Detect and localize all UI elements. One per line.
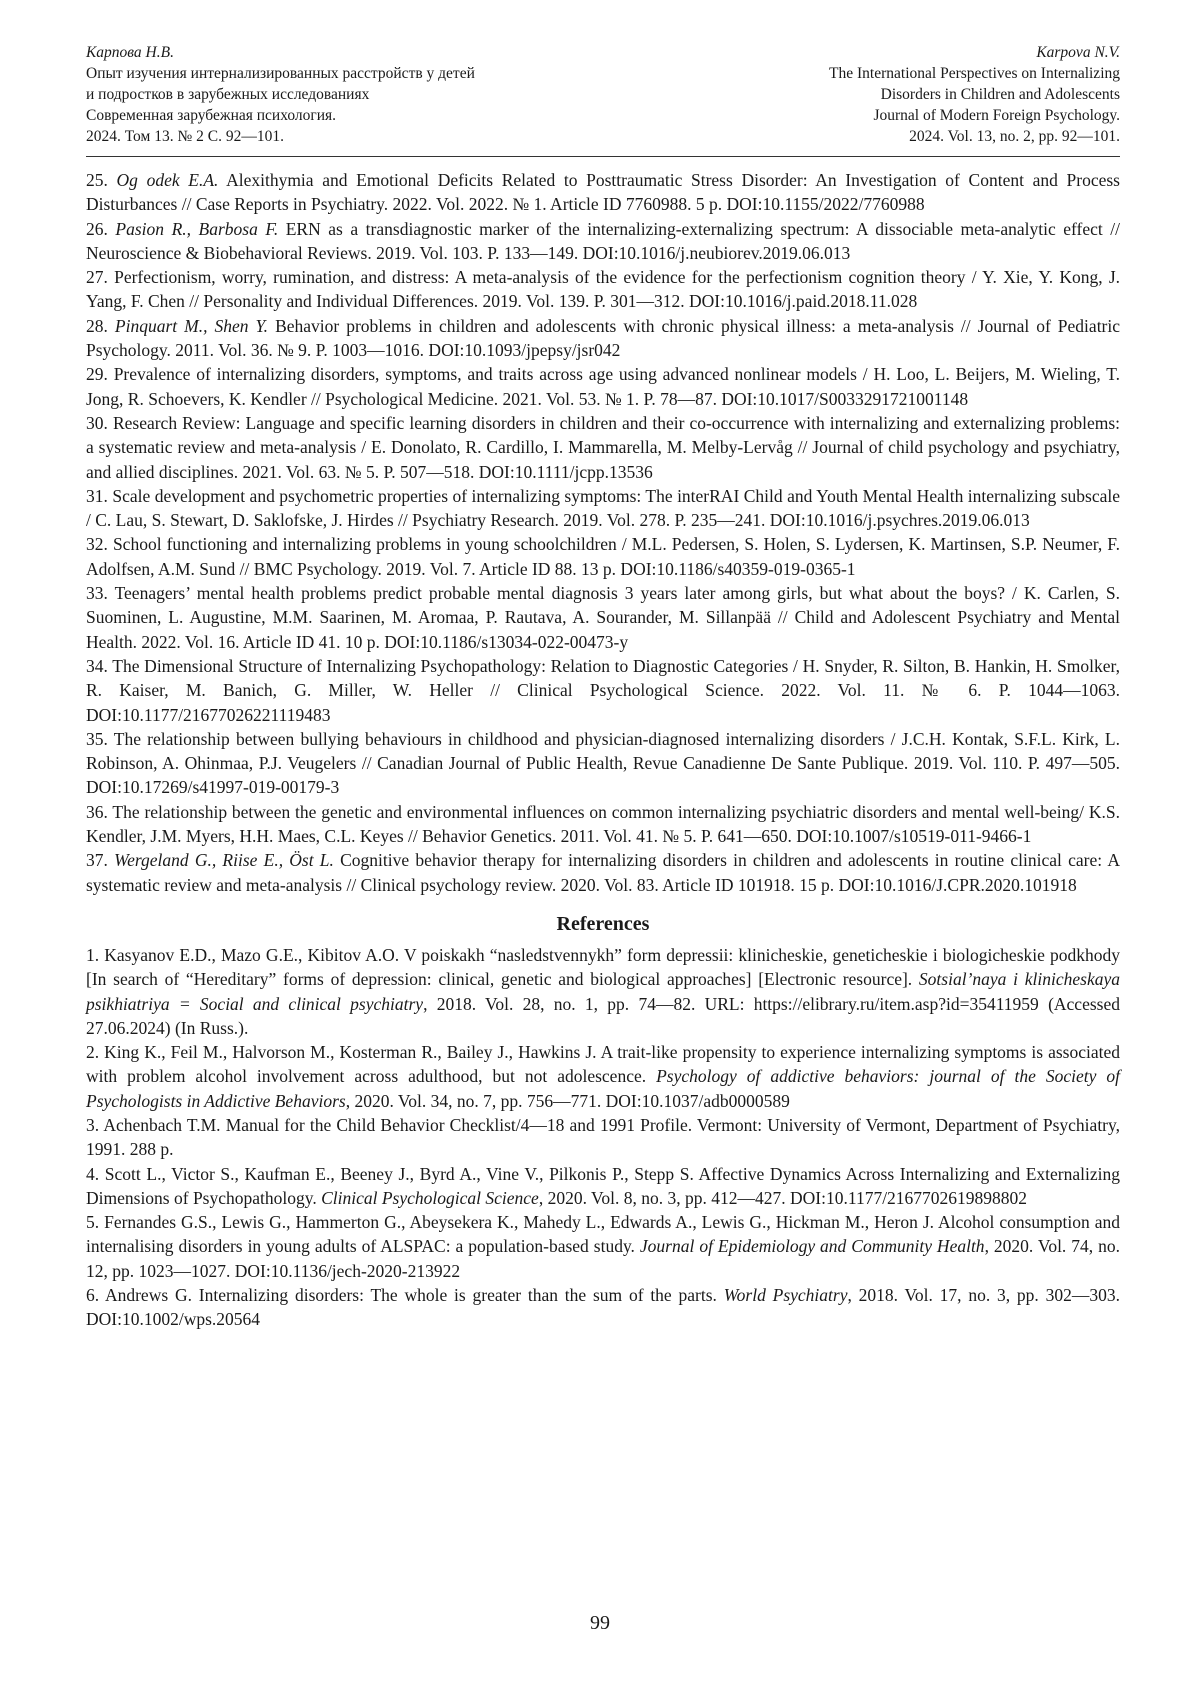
- reference-text: Kasyanov E.D., Mazo G.E., Kibitov A.O. V poiskakh “nasledstvennykh” form depressii: klinicheskie, geneticheskie i biologicheskie podkhody [In search of “Hereditary” forms of depression: clinical, genetic and biological approaches] [Electronic resource].: [86, 944, 1121, 990]
- reference-journal: Journal of Epidemiology and Community Health: [639, 1236, 985, 1257]
- reference-text: Achenbach T.M. Manual for the Child Behavior Checklist/4—18 and 1991 Profile. Vermont: University of Vermont, Department of Psychiatry, 1991. 288 p.: [86, 1114, 1120, 1160]
- reference-authors: Pasion R., Barbosa F.: [115, 218, 279, 239]
- reference-item: [86, 1162, 1120, 1211]
- reference-number: 34.: [86, 655, 108, 676]
- reference-text: Cognitive behavior therapy for internalizing disorders in children and adolescents in routine clinical care: A systematic review and meta-analysis // Clinical psychology review. 2020. Vol. 83. Article ID 101918. 15 p. DOI:10.1016/J.CPR.2020.101918: [86, 850, 1120, 895]
- reference-text: The Dimensional Structure of Internalizing Psychopathology: Relation to Diagnostic Categories / H. Snyder, R. Silton, B. Hankin, H. Smolker, R. Kaiser, M. Banich, G. Miller, W. Heller // Clinical Psychological Science. 2022. Vol. 11. № 6. P. 1044—1063. DOI:10.1177/21677026221119483: [86, 655, 1120, 725]
- reference-item: [86, 1113, 1120, 1162]
- reference-number: 25.: [86, 170, 108, 190]
- reference-item: [86, 411, 1120, 484]
- references-heading: References: [556, 912, 650, 935]
- reference-text: Teenagers’ mental health problems predict probable mental diagnosis 3 years later among girls, but what about the boys? / K. Carlen, S. Suominen, L. Augustine, M.M. Saarinen, M. Aromaa, P. Rautava, A. Sourander, M. Sillanpää // Child and Adolescent Psychiatry and Mental Health. 2022. Vol. 16. Article ID 41. 10 p. DOI:10.1186/s13034-022-00473-y: [86, 583, 1121, 652]
- reference-text: The relationship between bullying behaviours in childhood and physician-diagnosed internalizing disorders / J.C.H. Kontak, S.F.L. Kirk, L. Robinson, A. Ohinmaa, P.J. Veugelers // Canadian Journal of Public Health, Revue Canadienne De Sante Publique. 2019. Vol. 110. P. 497—505. DOI:10.17269/s41997-019-00179-3: [86, 728, 1120, 798]
- reference-text: The relationship between the genetic and environmental influences on common internalizing psychiatric disorders and mental well-being/ K.S. Kendler, J.M. Myers, H.H. Maes, C.L. Keyes // Behavior Genetics. 2011. Vol. 41. № 5. P. 641—650. DOI:10.1007/s10519-011-9466-1: [86, 801, 1120, 847]
- reference-item: [86, 362, 1120, 411]
- reference-number: 3.: [86, 1114, 100, 1135]
- reference-number: 31.: [86, 485, 108, 506]
- reference-number: 6.: [86, 1285, 100, 1306]
- page-number: 99: [590, 1612, 610, 1634]
- reference-number: 28.: [86, 315, 108, 336]
- header-divider: [86, 156, 1120, 157]
- header-title-ru-line1: Опыт изучения интернализированных расстройств у детей: [86, 65, 475, 82]
- reference-authors: Wergeland G., Riise E., Öst L.: [114, 850, 334, 871]
- reference-number: 37.: [86, 850, 108, 871]
- reference-number: 33.: [86, 583, 108, 604]
- reference-item: [86, 168, 1120, 217]
- header-journal-en: Journal of Modern Foreign Psychology.: [873, 107, 1120, 124]
- reference-item: [86, 727, 1120, 800]
- reference-item: [86, 943, 1120, 1040]
- reference-number: 27.: [86, 267, 108, 288]
- reference-number: 1.: [86, 944, 100, 965]
- reference-item: [86, 1210, 1120, 1283]
- reference-number: 5.: [86, 1212, 100, 1233]
- header-journal-ru: Современная зарубежная психология.: [86, 107, 337, 124]
- header-issue-ru: 2024. Том 13. № 2 С. 92—101.: [86, 128, 284, 145]
- reference-journal: World Psychiatry: [723, 1285, 848, 1306]
- reference-number: 30.: [86, 412, 108, 433]
- reference-text: Fernandes G.S., Lewis G., Hammerton G., Abeysekera K., Mahedy L., Edwards A., Lewis G., Hickman M., Heron J. Alcohol consumption and internalising disorders in young adults of ALSPAC: a population-based study.: [86, 1212, 1120, 1257]
- reference-number: 36.: [86, 801, 108, 822]
- reference-number: 32.: [86, 534, 108, 555]
- header-title-en-line2: Disorders in Children and Adolescents: [880, 86, 1120, 103]
- reference-journal: Sotsial’naya i klinicheskaya psikhiatriya = Social and clinical psychiatry: [86, 969, 1120, 1014]
- reference-text: Andrews G. Internalizing disorders: The whole is greater than the sum of the parts.: [104, 1285, 724, 1306]
- header-left-ru: [86, 42, 475, 147]
- header-author-en: Karpova N.V.: [1036, 44, 1120, 61]
- reference-item: [86, 532, 1120, 581]
- reference-item: [86, 848, 1120, 897]
- header-right-en: [829, 42, 1120, 147]
- reference-journal: Psychology of addictive behaviors: journal of the Society of Psychologists in Addictive Behaviors: [86, 1066, 1120, 1111]
- reference-content: [86, 168, 1120, 1332]
- reference-text: Prevalence of internalizing disorders, symptoms, and traits across age using advanced nonlinear models / H. Loo, L. Beijers, M. Wieling, T. Jong, R. Schoevers, K. Kendler // Psychological Medicine. 2021. Vol. 53. № 1. P. 78—87. DOI:10.1017/S0033291721001148: [86, 364, 1121, 409]
- reference-authors: Pinquart M., Shen Y.: [114, 315, 269, 336]
- reference-number: 4.: [86, 1163, 100, 1184]
- reference-text: ERN as a transdiagnostic marker of the internalizing-externalizing spectrum: A dissociable meta-analytic effect // Neuroscience & Biobehavioral Reviews. 2019. Vol. 103. P. 133—149. DOI:10.1016/j.neubiorev.2019.06.013: [86, 218, 1121, 263]
- reference-text: School functioning and internalizing problems in young schoolchildren / M.L. Pedersen, S. Holen, S. Lydersen, K. Martinsen, S.P. Neumer, F. Adolfsen, A.M. Sund // BMC Psychology. 2019. Vol. 7. Article ID 88. 13 p. DOI:10.1186/s40359-019-0365-1: [86, 534, 1121, 579]
- header-author-ru: Карпова Н.В.: [86, 44, 174, 61]
- reference-journal: Clinical Psychological Science: [321, 1187, 539, 1208]
- reference-item: [86, 314, 1120, 363]
- reference-list-ru: [86, 168, 1120, 897]
- header-title-ru-line2: и подростков в зарубежных исследованиях: [86, 86, 370, 103]
- reference-item: [86, 265, 1120, 314]
- reference-item: [86, 1040, 1120, 1113]
- reference-text: Alexithymia and Emotional Deficits Related to Posttraumatic Stress Disorder: An Investigation of Content and Process Disturbances // Case Reports in Psychiatry. 2022. Vol. 2022. № 1. Article ID 7760988. 5 p. DOI:10.1155/2022/7760988: [86, 170, 1120, 215]
- reference-item: [86, 654, 1120, 727]
- reference-details: , 2018. Vol. 17, no. 3, pp. 302—303. DOI:10.1002/wps.20564: [86, 1285, 1120, 1330]
- reference-number: 26.: [86, 218, 108, 239]
- running-header: [86, 42, 1120, 147]
- reference-list-en: [86, 943, 1120, 1332]
- reference-details: , 2020. Vol. 34, no. 7, pp. 756—771. DOI:10.1037/adb0000589: [345, 1090, 790, 1111]
- reference-item: [86, 217, 1120, 266]
- reference-number: 29.: [86, 364, 108, 385]
- reference-item: [86, 581, 1120, 654]
- reference-details: , 2018. Vol. 28, no. 1, pp. 74—82. URL: https://elibrary.ru/item.asp?id=35411959 (Accessed 27.06.2024) (In Russ.).: [86, 993, 1120, 1038]
- reference-item: [86, 484, 1120, 533]
- reference-details: , 2020. Vol. 74, no. 12, pp. 1023—1027. DOI:10.1136/jech-2020-213922: [86, 1236, 1120, 1281]
- reference-authors: Og odek E.A.: [116, 170, 219, 190]
- header-title-en-line1: The International Perspectives on Internalizing: [829, 65, 1120, 82]
- reference-number: 35.: [86, 728, 108, 749]
- reference-item: [86, 800, 1120, 849]
- reference-text: Research Review: Language and specific learning disorders in children and their co-occurrence with internalizing and externalizing problems: a systematic review and meta-analysis / E. Donolato, R. Cardillo, I. Mammarella, M. Melby-Lervåg // Journal of child psychology and psychiatry, and allied disciplines. 2021. Vol. 63. № 5. P. 507—518. DOI:10.1111/jcpp.13536: [86, 412, 1120, 482]
- reference-text: Scale development and psychometric properties of internalizing symptoms: The interRAI Child and Youth Mental Health internalizing subscale / C. Lau, S. Stewart, D. Saklofske, J. Hirdes // Psychiatry Research. 2019. Vol. 278. P. 235—241. DOI:10.1016/j.psychres.2019.06.013: [86, 485, 1120, 531]
- reference-number: 2.: [86, 1042, 100, 1063]
- header-issue-en: 2024. Vol. 13, no. 2, pp. 92—101.: [909, 128, 1120, 145]
- reference-text: King K., Feil M., Halvorson M., Kosterman R., Bailey J., Hawkins J. A trait-like propensity to experience internalizing symptoms is associated with problem alcohol involvement across adulthood, but not adolescence.: [86, 1042, 1121, 1087]
- reference-text: Perfectionism, worry, rumination, and distress: A meta-analysis of the evidence for the perfectionism cognition theory / Y. Xie, Y. Kong, J. Yang, F. Chen // Personality and Individual Differences. 2019. Vol. 139. P. 301—312. DOI:10.1016/j.paid.2018.11.028: [86, 267, 1121, 312]
- reference-item: [86, 1283, 1120, 1332]
- reference-details: , 2020. Vol. 8, no. 3, pp. 412—427. DOI:10.1177/2167702619898802: [538, 1187, 1028, 1208]
- reference-text: Scott L., Victor S., Kaufman E., Beeney J., Byrd A., Vine V., Pilkonis P., Stepp S. Affective Dynamics Across Internalizing and Externalizing Dimensions of Psychopathology.: [86, 1163, 1120, 1208]
- reference-text: Behavior problems in children and adolescents with chronic physical illness: a meta-analysis // Journal of Pediatric Psychology. 2011. Vol. 36. № 9. P. 1003—1016. DOI:10.1093/jpepsy/jsr042: [86, 315, 1121, 361]
